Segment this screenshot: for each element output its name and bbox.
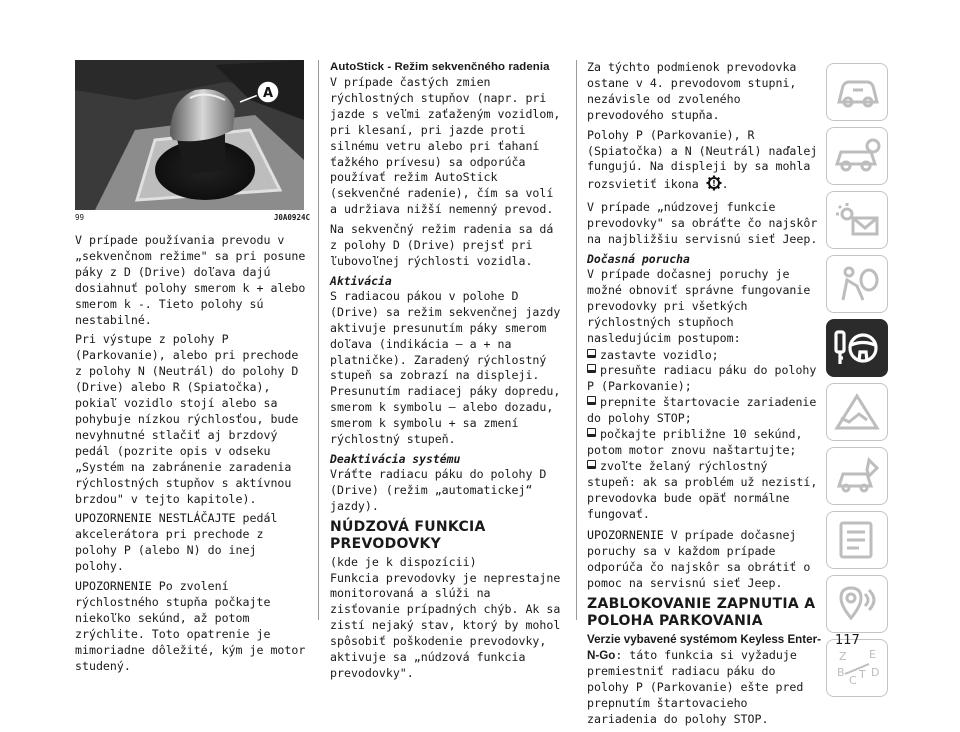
paragraph-text: Polohy P (Parkovanie), R (Spiatočka) a N (Neutrál) naďalej fungujú. Na displeji by sa mohla rozsvietiť ikona [587,127,818,192]
dashboard-icon [833,72,881,112]
column-3 [587,60,822,732]
multimedia-icon [833,584,881,624]
paragraph: V prípade častých zmien rýchlostných stupňov (napr. pri jazde s veľmi zaťaženým vozidlom, pri klesaní, pri jazde proti silnému vetru alebo pri ťahaní ťažkého prívesu) sa odporúča používať režim AutoStick (sekvenčné radenie), čím sa volí a udržiava nižší nemenný prevod. [330,75,561,217]
steering-wheel-icon [833,328,881,368]
callout-label: A [262,86,274,101]
technical-data-icon [833,520,881,560]
paragraph: V prípade používania prevodu v „sekvenčnom režime" sa pri posune páky z D (Drive) doľava dajú dosiahnuť polohy smerom k + alebo smerom k -. Tieto polohy sú nestabilné. [75,233,306,327]
bullet-icon [587,428,596,437]
transmission-fault-icon [706,175,722,196]
paragraph: Vráťte radiacu páku do polohy D (Drive) (režim „automatickej“ jazdy). [330,466,547,513]
list-item: presuňte radiacu páku do polohy P (Parkovanie); [587,363,817,394]
list-item: prepnite štartovacie zariadenie do polohy STOP; [587,395,817,426]
paragraph: Za týchto podmienok prevodovka ostane v 4. prevodovom stupni, nezávisle od zvoleného prevodového stupňa. [587,60,797,122]
tab-driving[interactable] [826,319,888,377]
keyless-heading: Verzie vybavené systémom Keyless Enter-N-Go [587,633,821,662]
svg-text:E: E [869,648,876,661]
figure-code: J0A0924C [273,213,310,222]
paragraph [587,632,822,727]
chapter-sidebar [826,63,888,703]
bullet-icon [587,349,596,358]
bullet-icon [587,396,596,405]
column-2 [330,60,565,686]
paragraph: Na sekvenčný režim radenia sa dá z polohy D (Drive) prejsť pri ľubovoľnej rýchlosti vozidla. [330,222,554,268]
list-item: zastavte vozidlo; [587,348,822,364]
paragraph [587,128,822,197]
tab-car-info[interactable] [826,127,888,185]
paragraph: Funkcia prevodovky je neprestajne monitorovaná a slúži na zisťovanie prípadných chýb. Ak sa zistí nejaký stav, ktorý by mohol spôsobiť poškodenie prevodovky, aktivuje sa „núdzová funkcia prevodovky". [330,570,561,680]
list-item: počkajte približne 10 sekúnd, potom motor znovu naštartujte; [587,427,803,457]
safety-airbag-icon [833,264,881,304]
paragraph: S radiacou pákou v polohe D (Drive) sa režim sekvenčnej jazdy aktivuje presunutím páky smerom doľava (indikácia – a + na platničke). Zaradený rýchlostný stupeň sa zobrazí na displeji. Presunutím radiacej páky dopredu, smerom k symbolu – alebo dozadu, smerom k symbolu + sa zmení rýchlostný stupeň. [330,288,561,447]
column-1 [75,60,310,678]
svg-text:Z: Z [839,650,847,663]
tab-safety[interactable] [826,255,888,313]
activation-heading: Aktivácia [330,273,392,288]
list-item: zvoľte želaný rýchlostný stupeň: ak sa problém už nezistí, prevodovka bude opäť normálne fungovať. [587,458,818,521]
emergency-section-heading: NÚDZOVÁ FUNKCIA PREVODOVKY [330,518,486,552]
temporary-fault-heading: Dočasná porucha [587,251,690,266]
ignition-lock-section-heading: ZABLOKOVANIE ZAPNUTIA A POLOHA PARKOVANIA [587,596,816,630]
warning-paragraph: UPOZORNENIE NESTLÁČAJTE pedál akcelerátora pri prechode z polohy P (alebo N) do inej polohy. [75,511,278,574]
tab-technical-data[interactable] [826,511,888,569]
column-divider [576,60,577,620]
availability-note: (kde je k dispozícii) [330,554,477,569]
index-icon [833,648,881,688]
paragraph: Pri výstupe z polohy P (Parkovanie), alebo pri prechode z polohy N (Neutrál) do polohy D (Drive) alebo R (Spiatočka), pokiaľ vozidlo stojí alebo sa pohybuje nízkou rýchlosťou, bude nevyhnutné stlačiť aj brzdový pedál (pozrite opis v odseku „Systém na zabránenie zaradenia rýchlostných stupňov s aktívnou brzdou" v tejto kapitole). [75,332,299,506]
gear-shifter-photo [75,60,304,210]
maintenance-icon [833,456,881,496]
svg-text:C: C [849,674,857,687]
steps-list [587,348,822,523]
paragraph-text: : táto funkcia si vyžaduje premiestniť radiacu páku do polohy P (Parkovanie) ešte pred prepnutím štartovacieho zariadenia do polohy STOP. [587,648,804,726]
svg-text:!: ! [711,179,716,189]
page-number: 117 [835,633,860,648]
tab-warning-lights[interactable] [826,191,888,249]
bullet-icon [587,460,596,469]
bullet-icon [587,364,596,373]
autostick-heading: AutoStick - Režim sekvenčného radenia [330,61,550,73]
paragraph-text: . [721,177,729,192]
svg-text:T: T [859,668,866,681]
paragraph: V prípade dočasnej poruchy je možné obnoviť správne fungovanie prevodovky pri všetkých rýchlostných stupňoch nasledujúcim postupom: [587,266,811,345]
paragraph: V prípade „núdzovej funkcie prevodovky" sa obráťte čo najskôr na najbližšiu servisnú sieť Jeep. [587,200,818,247]
tab-multimedia[interactable] [826,575,888,633]
gear-shifter-figure [75,60,304,210]
tab-emergency[interactable] [826,383,888,441]
tab-maintenance[interactable] [826,447,888,505]
figure-number: 99 [75,213,85,222]
deactivation-heading: Deaktivácia systému [330,451,461,466]
car-info-icon [833,136,881,176]
figure-caption [75,212,310,224]
svg-text:D: D [871,666,880,679]
warning-paragraph: UPOZORNENIE Po zvolení rýchlostného stupňa počkajte niekoľko sekúnd, až potom zrýchlite. Toto opatrenie je mimoriadne dôležité, kým je motor studený. [75,579,306,673]
warning-paragraph: UPOZORNENIE V prípade dočasnej poruchy sa v každom prípade odporúča čo najskôr sa obrátiť o pomoc na servisnú sieť Jeep. [587,528,811,591]
column-divider [318,60,319,620]
tab-dashboard[interactable] [826,63,888,121]
svg-text:B: B [837,666,845,679]
emergency-icon [833,392,881,432]
warning-lights-icon [833,200,881,240]
